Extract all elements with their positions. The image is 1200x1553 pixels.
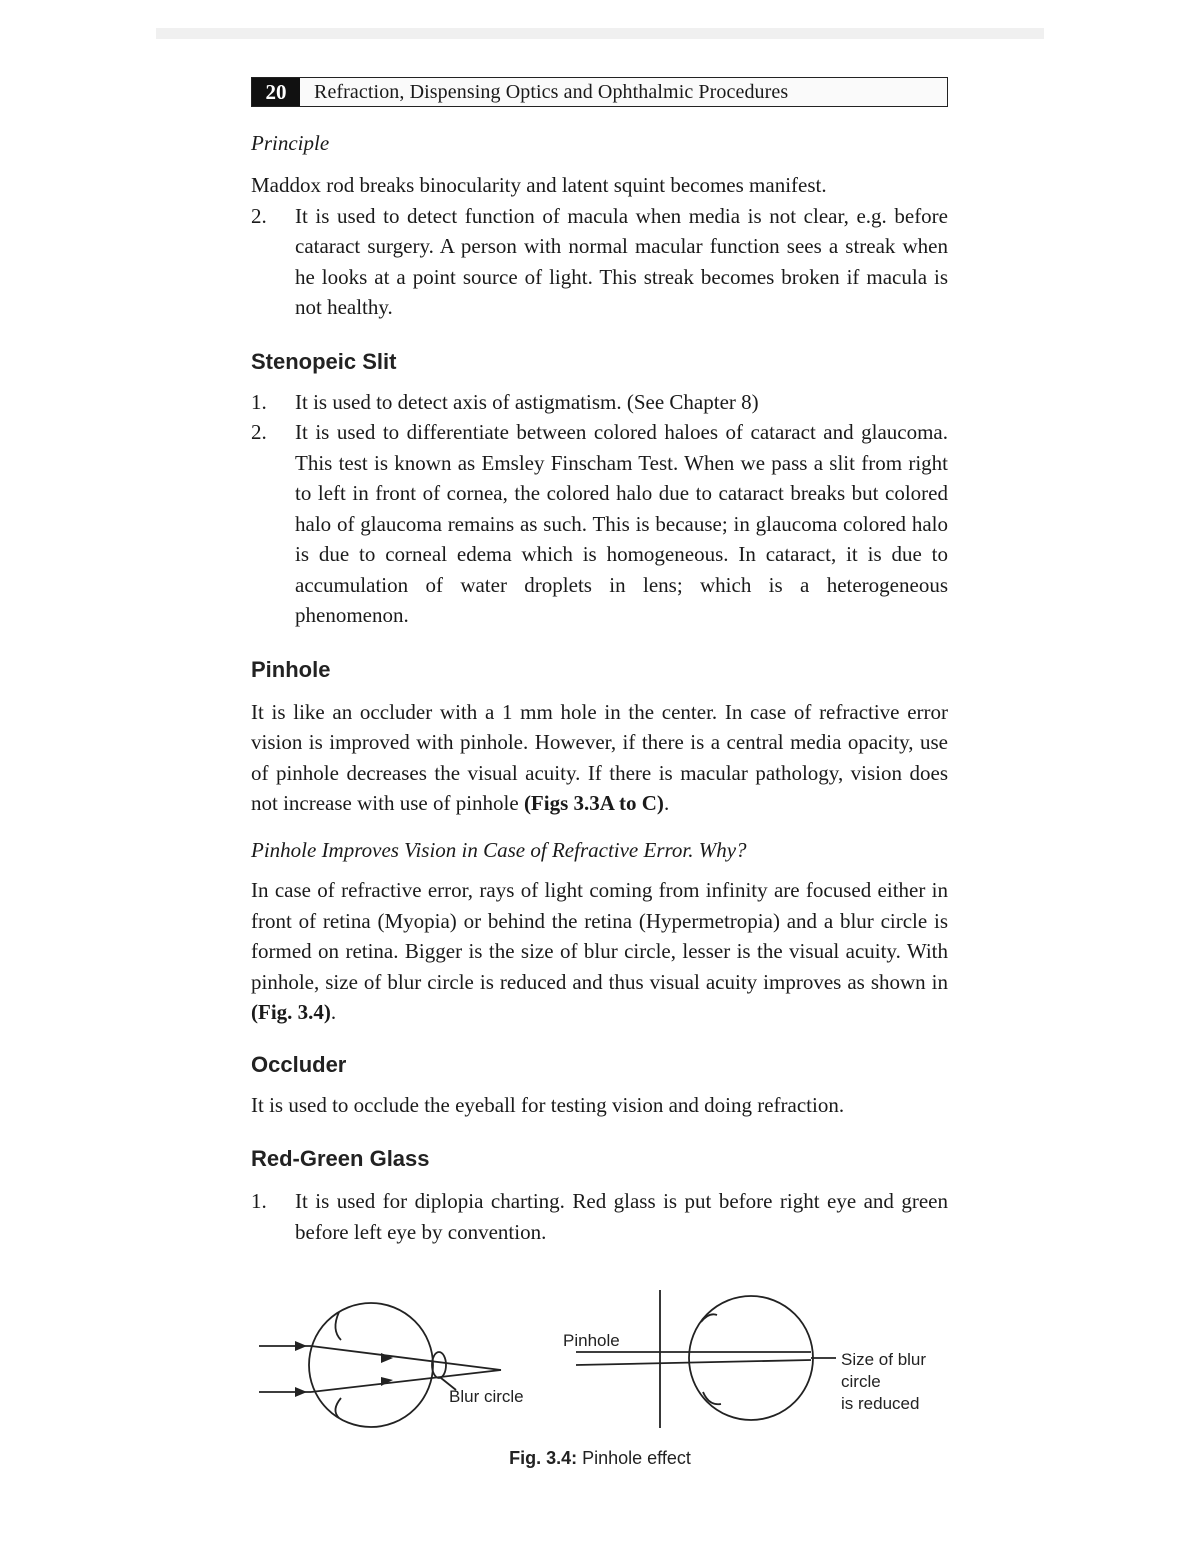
list-text: It is used to detect axis of astigmatism. (See Chapter 8) <box>295 389 759 414</box>
caption-text: Pinhole effect <box>577 1448 691 1468</box>
running-header <box>251 77 948 107</box>
page-body <box>251 128 948 1247</box>
pinhole-why-text <box>251 875 948 1028</box>
list-text: It is used for diplopia charting. Red glass is put before right eye and green before left eye by convention. <box>295 1189 948 1244</box>
book-title: Refraction, Dispensing Optics and Ophthalmic Procedures <box>314 80 789 103</box>
label-size-reduced-2: circle <box>841 1372 881 1391</box>
pinhole-ray-bottom <box>576 1360 811 1365</box>
label-size-reduced-3: is reduced <box>841 1394 920 1413</box>
list-text: It is used to differentiate between colored haloes of cataract and glaucoma. This test is known as Emsley Finscham Test. When we pass a slit from right to left in front of cornea, the colored halo due to cataract breaks but colored halo of glaucoma remains as such. This is because; in glaucoma colored halo is due to corneal edema which is homogeneous. In cataract, it is due to accumulation of water droplets in lens; which is a heterogeneous phenomenon. <box>295 420 948 627</box>
principle-text: Maddox rod breaks binocularity and latent squint becomes manifest. <box>251 173 827 197</box>
list-text: It is used to detect function of macula when media is not clear, e.g. before cataract surgery. A person with normal macular function sees a streak when he looks at a point source of light. This streak becomes broken if macula is not healthy. <box>295 203 948 319</box>
list-item <box>251 1186 948 1247</box>
label-pinhole: Pinhole <box>563 1331 620 1350</box>
list-item <box>251 201 948 323</box>
section-heading-pinhole: Pinhole <box>251 656 331 682</box>
eyeball-right <box>689 1296 813 1420</box>
list-item <box>251 417 948 631</box>
blur-circle-ellipse <box>432 1352 446 1378</box>
occluder-text: It is used to occlude the eyeball for testing vision and doing refraction. <box>251 1092 845 1117</box>
top-scroll-bar <box>156 28 1044 39</box>
eyeball-left <box>309 1303 433 1427</box>
list-item <box>251 387 948 418</box>
cornea-mark-right-top <box>701 1314 717 1322</box>
stenopeic-list <box>251 387 948 631</box>
red-green-list <box>251 1186 948 1247</box>
refracted-ray-top <box>311 1346 501 1370</box>
caption-number: Fig. 3.4: <box>509 1448 578 1468</box>
pinhole-body: It is like an occluder with a 1 mm hole in the center. In case of refractive error vision is improved with pinhole. However, if there is a central media opacity, use of pinhole decreases the visual acuity. If there is macular pathology, vision does not increase with use of pinhole <box>251 699 948 815</box>
pinhole-why-body: In case of refractive error, rays of light coming from infinity are focused either in front of retina (Myopia) or behind the retina (Hypermetropia) and a blur circle is formed on retina. Bigger is the size of blur circle, lesser is the visual acuity. With pinhole, size of blur circle is reduced and thus visual acuity improves as shown in <box>251 878 948 994</box>
sentence-end: . <box>663 791 670 815</box>
pinhole-text <box>251 697 948 819</box>
figure-caption <box>0 1448 1200 1469</box>
list-number: 1. <box>251 1189 267 1213</box>
list-number: 1. <box>251 389 267 414</box>
label-size-reduced-1: Size of blur <box>841 1350 927 1369</box>
figure-reference: (Fig. 3.4) <box>251 1000 331 1024</box>
section-heading-occluder: Occluder <box>251 1051 347 1077</box>
pinhole-why-heading: Pinhole Improves Vision in Case of Refractive Error. Why? <box>251 837 747 862</box>
cornea-mark-right-bottom <box>703 1392 721 1404</box>
cornea-mark-bottom <box>335 1398 341 1418</box>
list-number: 2. <box>251 203 267 228</box>
section-heading-red-green: Red-Green Glass <box>251 1146 430 1171</box>
arrowhead-bottom <box>295 1387 307 1397</box>
arrowhead-mid-top <box>381 1353 393 1363</box>
arrowhead-mid-bottom <box>381 1377 393 1386</box>
page-number: 20 <box>252 78 300 106</box>
principle-heading: Principle <box>251 131 330 155</box>
cornea-mark-top <box>335 1312 341 1340</box>
label-blur-circle: Blur circle <box>449 1387 524 1406</box>
sentence-end: . <box>330 1000 337 1024</box>
arrowhead-top <box>295 1341 307 1351</box>
section-heading-stenopeic: Stenopeic Slit <box>251 348 397 374</box>
principle-list <box>251 201 948 323</box>
list-number: 2. <box>251 420 267 444</box>
figure-reference: (Figs 3.3A to C) <box>523 791 664 815</box>
